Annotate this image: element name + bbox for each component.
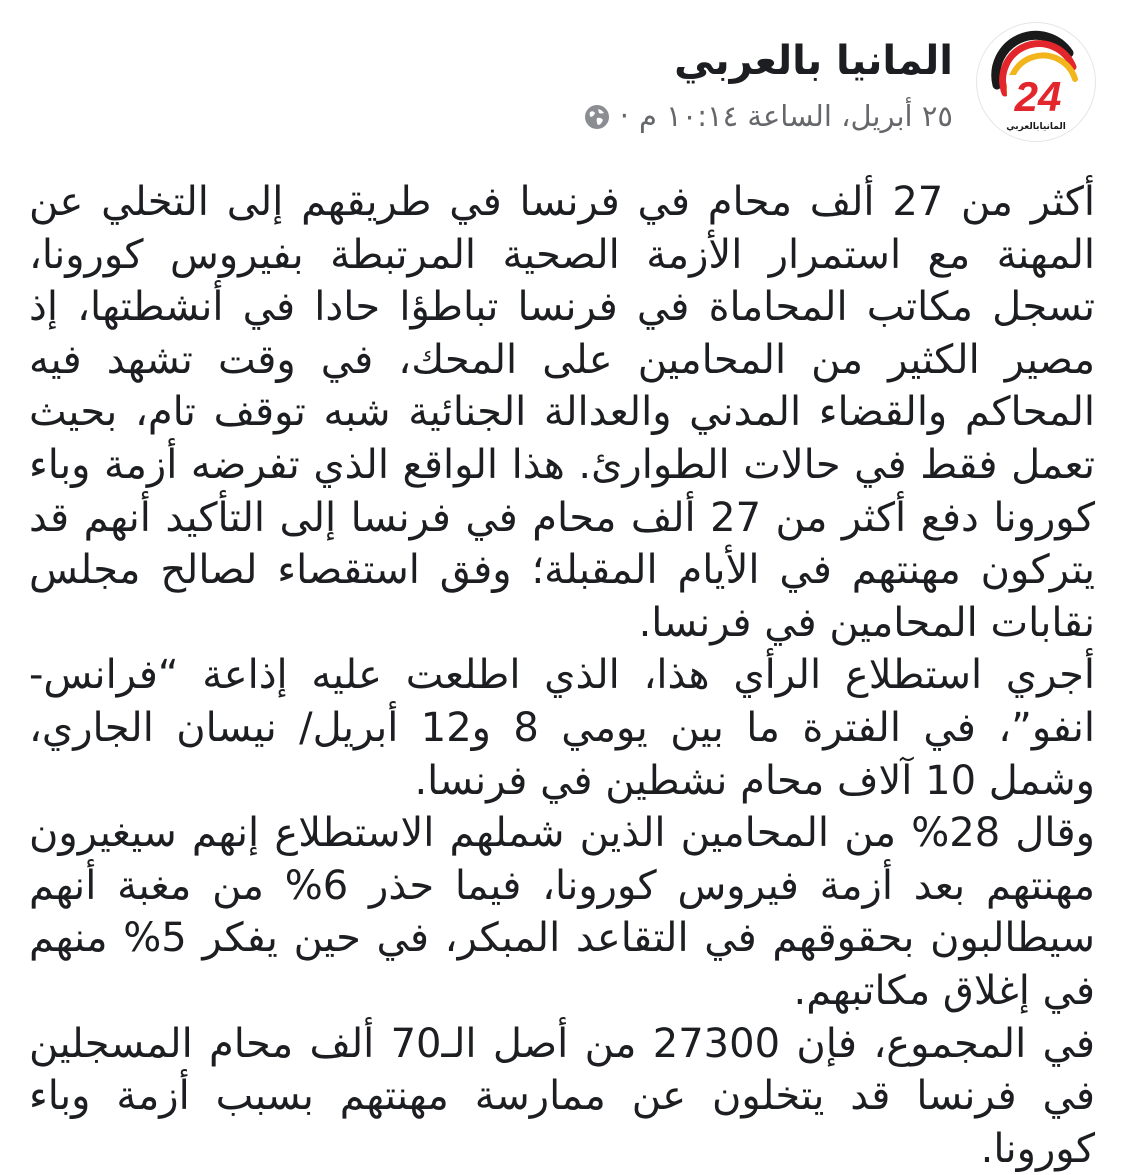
- post-paragraph: وقال 28% من المحامين الذين شملهم الاستطلاع إنهم سيغيرون مهنتهم بعد أزمة فيروس كورونا، فيما حذر 6% من مغبة أنهم سيطالبون بحقوقهم في التقاعد المبكر، في حين يفكر 5% منهم في إغلاق مكاتبهم.: [29, 807, 1095, 1017]
- post-timestamp[interactable]: ٢٥ أبريل، الساعة ١٠:١٤ م: [639, 99, 953, 133]
- post-meta: [584, 99, 953, 133]
- logo-caption: المانيابالعربي: [1006, 122, 1066, 132]
- header-text: [584, 31, 953, 133]
- post-paragraph: أكثر من 27 ألف محام في فرنسا في طريقهم إلى التخلي عن المهنة مع استمرار الأزمة الصحية المرتبطة بفيروس كورونا، تسجل مكاتب المحاماة في فرنسا تباطؤا حادا في أنشطتها، إذ مصير الكثير من المحامين على المحك، في وقت تشهد فيه المحاكم والقضاء المدني والعدالة الجنائية شبه توقف تام، بحيث تعمل فقط في حالات الطوارئ. هذا الواقع الذي تفرضه أزمة وباء كورونا دفع أكثر من 27 ألف محام في فرنسا إلى التأكيد أنهم قد يتركون مهنتهم في الأيام المقبلة؛ وفق استقصاء لصالح مجلس نقابات المحامين في فرنسا.: [29, 176, 1095, 649]
- globe-icon[interactable]: [584, 103, 610, 129]
- post-header: [584, 22, 1095, 142]
- logo-24-icon: [977, 23, 1095, 141]
- page-avatar[interactable]: [977, 23, 1095, 141]
- post-paragraph: في المجموع، فإن 27300 من أصل الـ70 ألف محام المسجلين في فرنسا قد يتخلون عن ممارسة مهنتهم بسبب أزمة وباء كورونا.: [29, 1018, 1095, 1175]
- logo-number: 24: [1014, 73, 1062, 120]
- post-body: [29, 176, 1095, 1175]
- meta-separator: ·: [620, 99, 629, 133]
- post-paragraph: أجري استطلاع الرأي هذا، الذي اطلعت عليه إذاعة “فرانس-انفو”، في الفترة ما بين يومي 8 و12 أبريل/ نيسان الجاري، وشمل 10 آلاف محام نشطين في فرنسا.: [29, 649, 1095, 807]
- page-name-link[interactable]: المانيا بالعربي: [584, 37, 953, 85]
